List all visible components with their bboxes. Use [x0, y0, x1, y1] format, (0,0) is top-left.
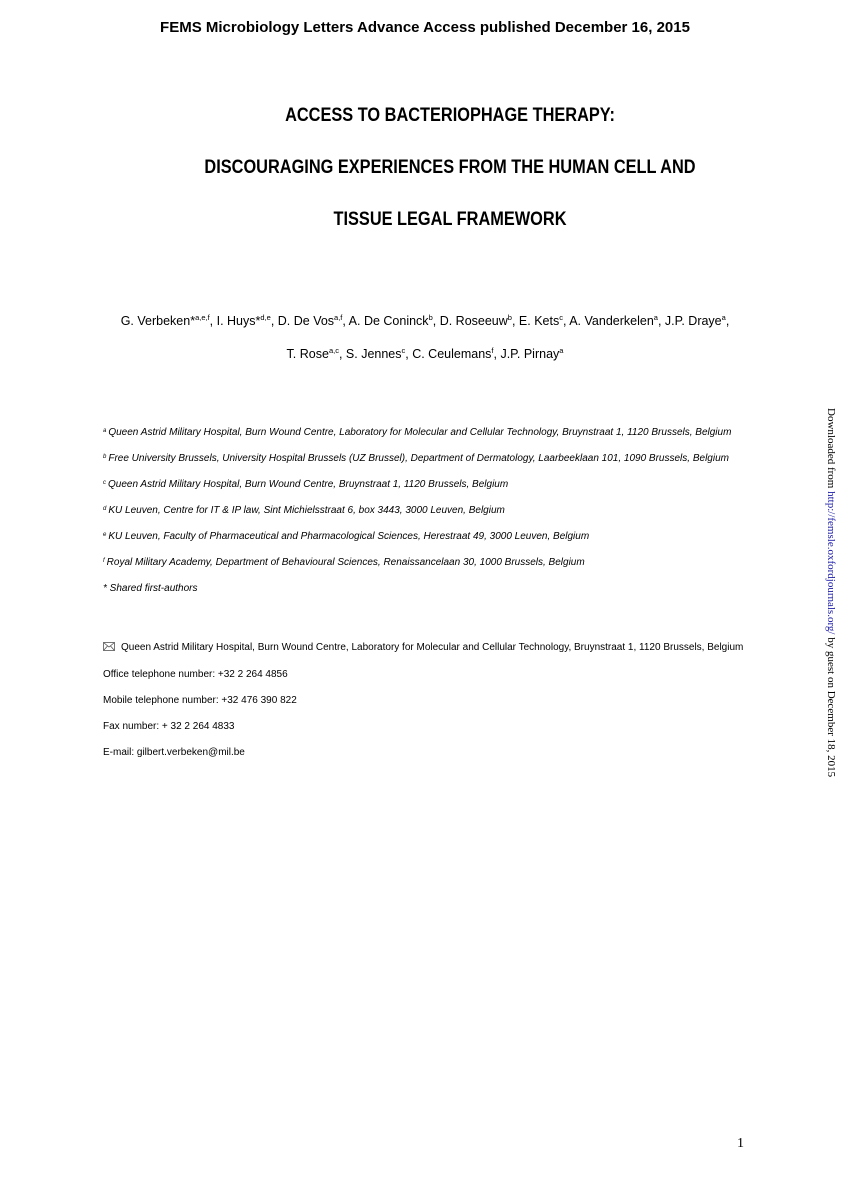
author-name: J.P. Pirnay	[500, 347, 560, 361]
author-affiliation-marks: c	[401, 346, 406, 355]
author-separator: ,	[432, 314, 440, 328]
author-separator: ,	[342, 314, 349, 328]
mobile-phone: Mobile telephone number: +32 476 390 822	[103, 695, 297, 706]
author-name: G. Verbeken*	[120, 314, 196, 328]
author-affiliation-marks: a,f	[334, 313, 343, 322]
title-line-1: ACCESS TO BACTERIOPHAGE THERAPY:	[285, 105, 615, 126]
author-list-line-2	[0, 347, 850, 361]
author-separator: ,	[562, 314, 570, 328]
author-name: C. Ceulemans	[412, 347, 492, 361]
author-separator: ,	[405, 347, 413, 361]
fax-number: Fax number: + 32 2 264 4833	[103, 721, 235, 732]
author-name: E. Kets	[518, 314, 560, 328]
author-list-line-1	[0, 314, 850, 328]
download-stamp-link[interactable]: http://femsle.oxfordjournals.org/	[825, 491, 837, 635]
author-name: J.P. Draye	[664, 314, 722, 328]
author-separator: ,	[493, 347, 501, 361]
author-separator: ,	[209, 314, 217, 328]
download-stamp-prefix: Downloaded from	[825, 408, 837, 492]
author-affiliation-marks: b	[507, 313, 512, 322]
author-affiliation-marks: a,c	[328, 346, 339, 355]
author-name: S. Jennes	[345, 347, 402, 361]
author-name: I. Huys*	[216, 314, 261, 328]
author-separator: ,	[511, 314, 519, 328]
page-number: 1	[737, 1136, 744, 1151]
download-stamp-suffix: by guest on December 18, 2015	[825, 634, 837, 778]
author-affiliation-marks: a,e,f	[195, 313, 210, 322]
author-separator: ,	[270, 314, 278, 328]
author-affiliation-marks: a	[721, 313, 726, 322]
affiliation-e: $^e$ KU Leuven, Faculty of Pharmaceutical and Pharmacological Sciences, Herestraat 49, 3000 Leuven, Belgium	[103, 531, 590, 542]
author-affiliation-marks: c	[559, 313, 563, 322]
correspondence-address: Queen Astrid Military Hospital, Burn Wound Centre, Laboratory for Molecular and Cellular Technology, Bruynstraat 1, 1120 Brussels, Belgium	[103, 642, 743, 654]
download-stamp	[823, 408, 841, 778]
author-separator: ,	[725, 314, 730, 328]
author-name: D. Roseeuw	[439, 314, 508, 328]
envelope-icon	[103, 642, 115, 654]
title-line-3: TISSUE LEGAL FRAMEWORK	[333, 209, 567, 230]
office-phone: Office telephone number: +32 2 264 4856	[103, 669, 288, 680]
author-name: A. Vanderkelen	[569, 314, 654, 328]
author-name: A. De Coninck	[348, 314, 429, 328]
author-affiliation-marks: d,e	[260, 313, 271, 322]
author-affiliation-marks: b	[428, 313, 433, 322]
affiliation-a: $^a$ Queen Astrid Military Hospital, Burn Wound Centre, Laboratory for Molecular and Cellular Technology, Bruynstraat 1, 1120 Brussels, Belgium	[103, 427, 732, 438]
shared-first-authors-note: * Shared first-authors	[103, 583, 198, 594]
affiliation-d: $^d$ KU Leuven, Centre for IT & IP law, Sint Michielsstraat 6, box 3443, 3000 Leuven, Belgium	[103, 505, 505, 516]
author-affiliation-marks: a	[653, 313, 658, 322]
journal-banner: FEMS Microbiology Letters Advance Access published December 16, 2015	[160, 19, 690, 36]
author-name: D. De Vos	[277, 314, 335, 328]
author-affiliation-marks: f	[491, 346, 494, 355]
affiliation-c: $^c$ Queen Astrid Military Hospital, Burn Wound Centre, Bruynstraat 1, 1120 Brussels, Belgium	[103, 479, 509, 490]
author-separator: ,	[657, 314, 665, 328]
title-line-2: DISCOURAGING EXPERIENCES FROM THE HUMAN CELL AND	[204, 157, 696, 178]
author-name: T. Rose	[286, 347, 329, 361]
email-address: E-mail: gilbert.verbeken@mil.be	[103, 747, 245, 758]
author-separator: ,	[338, 347, 346, 361]
affiliation-f: $^f$ Royal Military Academy, Department of Behavioural Sciences, Renaissancelaan 30, 1000 Brussels, Belgium	[103, 557, 585, 568]
affiliation-b: $^b$ Free University Brussels, University Hospital Brussels (UZ Brussel), Department of Dermatology, Laarbeeklaan 101, 1090 Brussels, Belgium	[103, 453, 729, 464]
author-affiliation-marks: a	[559, 346, 564, 355]
